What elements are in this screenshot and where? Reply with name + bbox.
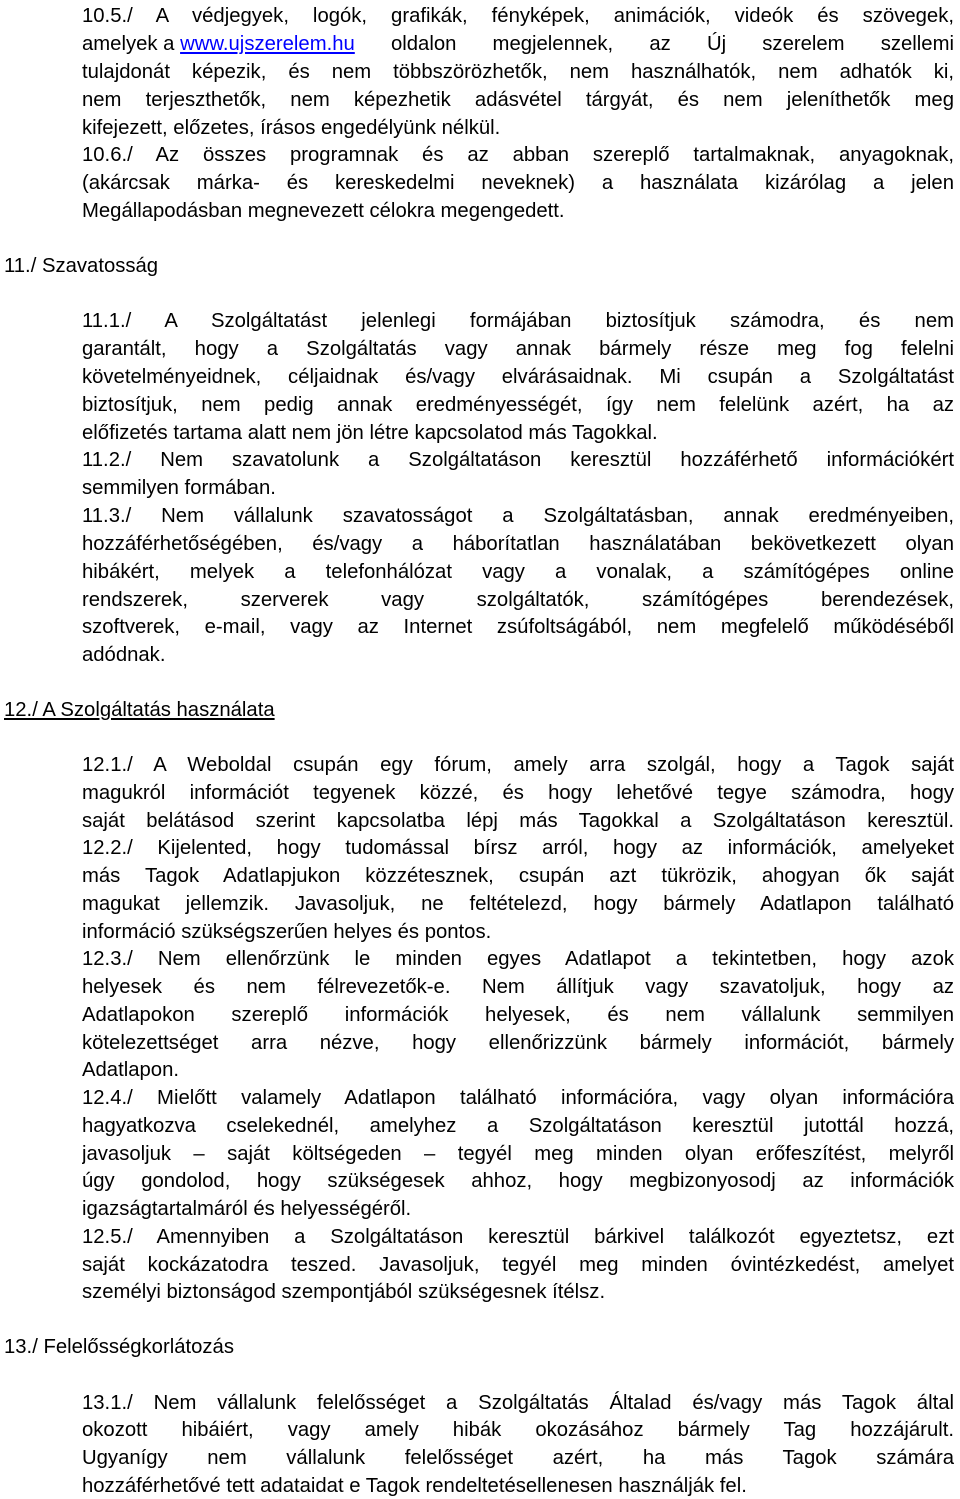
paragraph-line: Ugyanígy nem vállalunk felelősséget azért, ha más Tagok számára [82, 1447, 954, 1469]
paragraph-line: 12.5./ Amennyiben a Szolgáltatáson keresztül bárkivel találkozót egyeztetsz, ezt [82, 1226, 954, 1248]
section-heading: 12./ A Szolgáltatás használata [4, 699, 275, 721]
paragraph-line: információ szükségszerűen helyes és pontos. [82, 921, 492, 943]
paragraph-line: követelményeidnek, céljaidnak és/vagy elvárásaidnak. Mi csupán a Szolgáltatást [82, 366, 954, 388]
paragraph-line: kifejezett, előzetes, írásos engedélyünk nélkül. [82, 117, 501, 139]
paragraph-line: 10.6./ Az összes programnak és az abban szereplő tartalmaknak, anyagoknak, [82, 144, 954, 166]
paragraph-line: rendszerek, szerverek vagy szolgáltatók, számítógépes berendezések, [82, 589, 954, 611]
paragraph-line: garantált, hogy a Szolgáltatás vagy annak bármely része meg fog felelni [82, 338, 954, 360]
paragraph-line: Adatlapokon szereplő információk helyesek, és nem vállalunk semmilyen [82, 1004, 954, 1026]
paragraph-line: biztosítjuk, nem pedig annak eredményességét, így nem felelünk azért, ha az [82, 394, 954, 416]
section-heading: 13./ Felelősségkorlátozás [4, 1336, 234, 1358]
paragraph-line: személyi biztonságod szempontjából szükségesnek ítélsz. [82, 1281, 606, 1303]
paragraph-line: hozzáférhetőségében, és/vagy a háborítatlan használatában bekövetkezett olyan [82, 533, 954, 555]
paragraph-line: 11.1./ A Szolgáltatást jelenlegi formájában biztosítjuk számodra, és nem [82, 310, 954, 332]
paragraph-text: amelyek a [82, 33, 181, 55]
paragraph-line: előfizetés tartama alatt nem jön létre kapcsolatod más Tagokkal. [82, 422, 658, 444]
paragraph-line: helyesek és nem félrevezetők-e. Nem állítjuk vagy szavatoljuk, hogy az [82, 976, 954, 998]
paragraph-line: adódnak. [82, 644, 166, 666]
paragraph-line: saját kockázatodra teszed. Javasoljuk, tegyél meg minden óvintézkedést, amelyet [82, 1254, 954, 1276]
paragraph-line: 13.1./ Nem vállalunk felelősséget a Szolgáltatás Általad és/vagy más Tagok által [82, 1392, 954, 1414]
paragraph-line: magukat jellemzik. Javasoljuk, ne feltételezd, hogy bármely Adatlapon található [82, 893, 954, 915]
paragraph-line: szoftverek, e-mail, vagy az Internet zsúfoltságából, nem megfelelő működéséből [82, 616, 954, 638]
paragraph-line: hibákért, melyek a telefonhálózat vagy a vonalak, a számítógépes online [82, 561, 954, 583]
paragraph-line: más Tagok Adatlapjukon közzétesznek, csupán azt tükrözik, ahogyan ők saját [82, 865, 954, 887]
paragraph-line: saját belátásod szerint kapcsolatba lépj más Tagokkal a Szolgáltatáson keresztül. [82, 810, 954, 832]
paragraph-line: okozott hibáiért, vagy amely hibák okozásához bármely Tag hozzájárult. [82, 1419, 954, 1441]
paragraph-line: semmilyen formában. [82, 477, 276, 499]
paragraph-line: 12.4./ Mielőtt valamely Adatlapon található információra, vagy olyan információra [82, 1087, 954, 1109]
section-heading: 11./ Szavatosság [4, 255, 159, 277]
website-link[interactable]: www.ujszerelem.hu [180, 33, 355, 55]
paragraph-line: 12.2./ Kijelented, hogy tudomással bírsz arról, hogy az információk, amelyeket [82, 837, 954, 859]
paragraph-line: 11.3./ Nem vállalunk szavatosságot a Szolgáltatásban, annak eredményeiben, [82, 505, 954, 527]
paragraph-line [82, 32, 954, 56]
paragraph-line: 12.3./ Nem ellenőrzünk le minden egyes Adatlapot a tekintetben, hogy azok [82, 948, 954, 970]
paragraph-line: kötelezettséget arra nézve, hogy ellenőrizzünk bármely információt, bármely [82, 1032, 954, 1054]
paragraph-line: Adatlapon. [82, 1059, 179, 1081]
paragraph-line: magukról információt tegyenek közzé, és hogy lehetővé tegye számodra, hogy [82, 782, 954, 804]
paragraph-line: 11.2./ Nem szavatolunk a Szolgáltatáson keresztül hozzáférhető információkért [82, 449, 954, 471]
paragraph-line: 10.5./ A védjegyek, logók, grafikák, fényképek, animációk, videók és szövegek, [82, 5, 954, 27]
paragraph-line: (akárcsak márka- és kereskedelmi neveknek) a használata kizárólag a jelen [82, 172, 954, 194]
paragraph-line: Megállapodásban megnevezett célokra megengedett. [82, 200, 565, 222]
paragraph-line: tulajdonát képezik, és nem többszörözhetők, nem használhatók, nem adhatók ki, [82, 61, 954, 83]
paragraph-line: nem terjeszthetők, nem képezhetik adásvétel tárgyát, és nem jeleníthetők meg [82, 89, 954, 111]
paragraph-line: hozzáférhetővé tett adataidat e Tagok rendeltetésellenesen használják fel. [82, 1475, 747, 1497]
paragraph-text: oldalon megjelennek, az Új szerelem szellemi [354, 33, 954, 55]
paragraph-line: igazságtartalmáról és helyességéről. [82, 1198, 412, 1220]
paragraph-line: 12.1./ A Weboldal csupán egy fórum, amely arra szolgál, hogy a Tagok saját [82, 754, 954, 776]
paragraph-line: hagyatkozva cselekednél, amelyhez a Szolgáltatáson keresztül jutottál hozzá, [82, 1115, 954, 1137]
paragraph-line: úgy gondolod, hogy szükségesek ahhoz, hogy megbizonyosodj az információk [82, 1170, 954, 1192]
paragraph-line: javasoljuk – saját költségeden – tegyél meg minden olyan erőfeszítést, melyről [82, 1143, 954, 1165]
